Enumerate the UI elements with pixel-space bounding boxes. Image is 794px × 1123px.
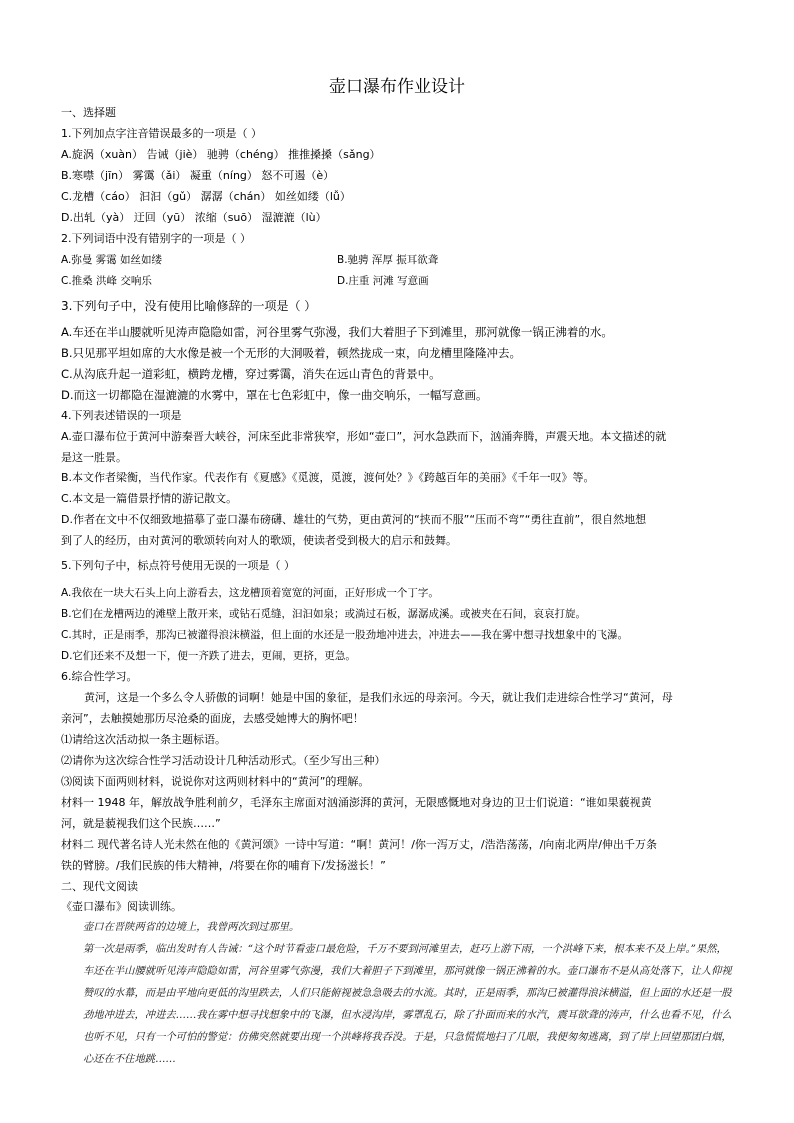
q4-option-a-line1: A.壶口瀑布位于黄河中游秦晋大峡谷，河床至此非常狭窄，形如“壶口”，河水急跌而下，汹涌奔腾，声震天地。本文描述的就 xyxy=(61,430,667,443)
q5-option-a: A.我依在一块大石头上向上游看去，这龙槽顶着宽宽的河面，正好形成一个丁字。 xyxy=(61,587,439,599)
q4-option-d-line1: D.作者在文中不仅细致地描摹了壶口瀑布磅礴、雄壮的气势，更由黄河的“挟而不服”“压而不弯”“勇往直前”，很自然地想 xyxy=(61,513,647,526)
q6-task-1: ⑴请给这次活动拟一条主题标语。 xyxy=(61,733,226,746)
q6-task-2: ⑵请你为这次综合性学习活动设计几种活动形式。（至少写出三种） xyxy=(61,754,386,767)
section-heading-choice: 一、选择题 xyxy=(61,106,116,119)
q6-material-1-line1: 材料一 1948 年，解放战争胜利前夕，毛泽东主席面对汹涌澎湃的黄河，无限感慨地对身边的卫士们说道：“谁如果藐视黄 xyxy=(61,796,652,809)
q2-option-a: A.弥曼 雾霭 如丝如缕 xyxy=(61,254,163,266)
q2-stem: 2.下列词语中没有错别字的一项是（ ） xyxy=(61,232,251,245)
q6-material-1-line2: 河，就是藐视我们这个民族……” xyxy=(61,817,221,830)
q4-option-c: C.本文是一篇借景抒情的游记散文。 xyxy=(61,492,238,505)
q4-option-b: B.本文作者梁衡，当代作家。代表作有《夏感》《觅渡，觅渡，渡何处？》《跨越百年的美丽》《千年一叹》等。 xyxy=(61,471,595,484)
reading-heading: 《壶口瀑布》阅读训练。 xyxy=(61,900,182,913)
q5-option-c: C.其时，正是雨季，那沟已被灌得浪沫横溢，但上面的水还是一股劲地冲进去，冲进去——我在雾中想寻找想象中的飞瀑。 xyxy=(61,629,629,641)
q6-material-2-line2: 铁的臂膀。/我们民族的伟大精神，/将要在你的哺育下/发扬滋长！” xyxy=(61,859,386,872)
q4-stem: 4.下列表述错误的一项是 xyxy=(61,409,182,422)
q4-option-d-line2: 到了人的经历，由对黄河的歌颂转向对人的歌颂，使读者受到极大的启示和鼓舞。 xyxy=(61,534,457,547)
q3-option-d: D.而这一切都隐在湿漉漉的水雾中，罩在七色彩虹中，像一曲交响乐，一幅写意画。 xyxy=(61,388,488,402)
page-title: 壶口瀑布作业设计 xyxy=(329,77,465,97)
q1-option-d: D.出轧（yà） 迂回（yū） 浓缩（suō） 湿漉漉（lù） xyxy=(61,211,327,224)
q6-task-3: ⑶阅读下面两则材料，说说你对这两则材料中的“黄河”的理解。 xyxy=(61,775,370,788)
q6-material-2-line1: 材料二 现代著名诗人光未然在他的《黄河颂》一诗中写道：“啊！黄河！/你一泻万丈，/浩浩荡荡，/向南北两岸/伸出千万条 xyxy=(61,838,658,851)
q5-option-b: B.它们在龙槽两边的滩壁上散开来，或钻石觅缝，汩汩如泉；或淌过石板，潺潺成溪。或被夹在石间，哀哀打旋。 xyxy=(61,608,587,620)
q3-option-c: C.从沟底升起一道彩虹，横跨龙槽，穿过雾霭，消失在远山青色的背景中。 xyxy=(61,367,441,381)
q3-stem: 3.下列句子中，没有使用比喻修辞的一项是（ ） xyxy=(61,299,317,313)
q6-intro-line2: 亲河”，去触摸她那历尽沧桑的面庞，去感受她博大的胸怀吧！ xyxy=(61,712,364,725)
q3-option-a: A.车还在半山腰就听见涛声隐隐如雷，河谷里雾气弥漫，我们大着胆子下到滩里，那河就像一锅正沸着的水。 xyxy=(61,325,613,339)
q1-option-c: C.龙槽（cáo） 汩汩（gǔ） 潺潺（chán） 如丝如缕（lǚ） xyxy=(61,190,351,203)
reading-paragraph-1: 壶口在晋陕两省的边境上，我曾两次到过那里。 xyxy=(83,921,300,933)
reading-paragraph-2: 第一次是雨季，临出发时有人告诫：“这个时节看壶口最危险，千万不要到河滩里去，赶巧上游下雨，一个洪峰下来，根本来不及上岸。”果然，车还在半山腰就听见涛声隐隐如雷，河谷里雾气弥漫，我们大着胆子下到滩里，那河就像一锅正沸着的水。壶口瀑布不是从高处落下，让人仰视赞叹的水幕，而是由平地向更低的沟里跌去，人们只能俯视被急急吸去的水流。其时，正是雨季，那沟已被灌得浪沫横溢，但上面的水还是一股劲地冲进去，冲进去……我在雾中想寻找想象中的飞瀑，但水浸沟岸，雾罩乱石，除了扑面而来的水汽，震耳欲聋的涛声，什么也看不见，什么也听不见，只有一个可怕的警觉：仿佛突然就要出现一个洪峰将我吞没。于是，只急慌慌地扫了几眼，我便匆匆逃离，到了岸上回望那团白烟，心还在不住地跳…… xyxy=(83,943,732,1065)
q1-option-b: B.寒噤（jīn） 雾霭（ǎi） 凝重（níng） 怒不可遏（è） xyxy=(61,169,335,182)
q5-option-d: D.它们还来不及想一下，便一齐跌了进去，更闹，更挤，更急。 xyxy=(61,650,356,662)
q4-option-a-line2: 是这一胜景。 xyxy=(61,451,127,464)
q1-stem: 1.下列加点字注音错误最多的一项是（ ） xyxy=(61,127,262,140)
q6-stem: 6.综合性学习。 xyxy=(61,670,138,683)
q3-option-b: B.只见那平坦如席的大水像是被一个无形的大洞吸着，顿然拢成一束，向龙槽里隆隆冲去。 xyxy=(61,346,522,360)
q2-option-d: D.庄重 河滩 写意画 xyxy=(337,275,429,287)
q1-option-a: A.旋涡（xuàn） 告诫（jiè） 驰骋（chéng） 推推搡搡（sǎng） xyxy=(61,148,381,161)
q2-option-b: B.驰骋 浑厚 振耳欲聋 xyxy=(337,254,439,266)
section-heading-reading: 二、现代文阅读 xyxy=(61,880,138,893)
q6-intro-line1: 黄河，这是一个多么令人骄傲的词啊！她是中国的象征，是我们永远的母亲河。今天，就让我们走进综合性学习“黄河，母 xyxy=(84,691,673,704)
q5-stem: 5.下列句子中，标点符号使用无误的一项是（ ） xyxy=(61,559,295,572)
q2-option-c: C.推桑 洪峰 交响乐 xyxy=(61,275,152,287)
reading-passage xyxy=(61,916,733,1070)
